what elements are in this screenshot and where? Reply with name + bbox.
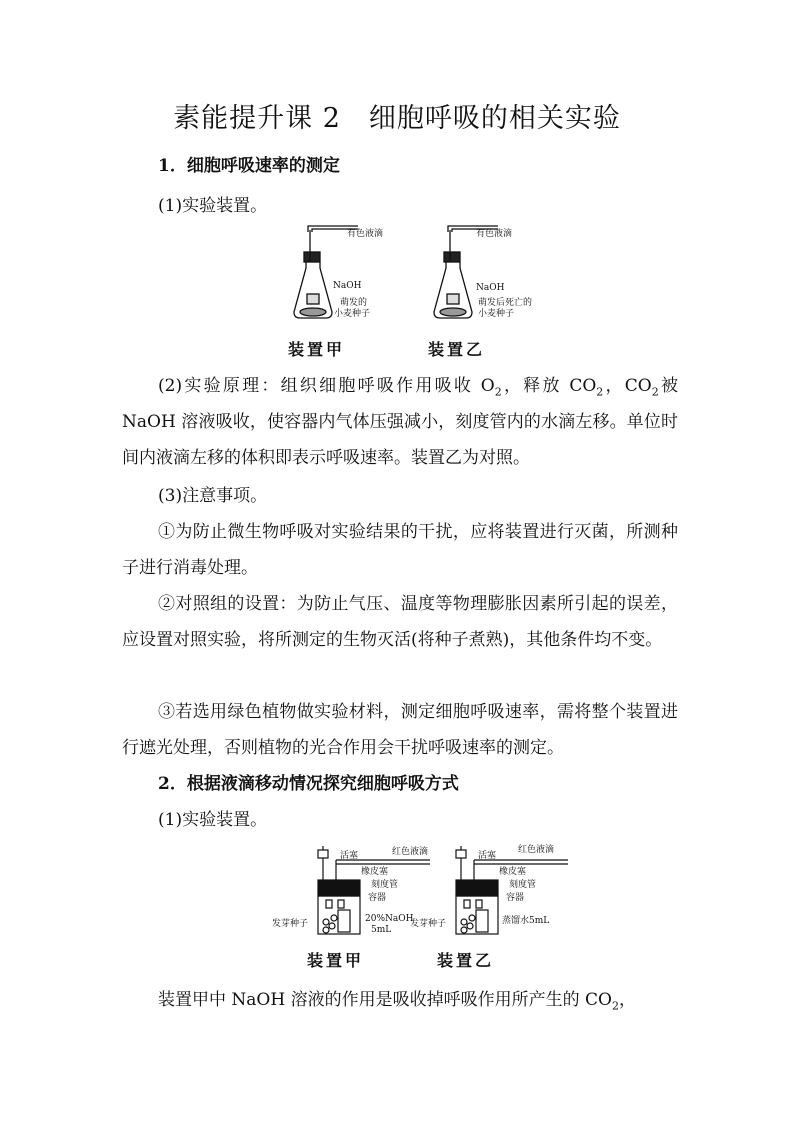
- page-title: 素能提升课 2 细胞呼吸的相关实验: [173, 103, 621, 134]
- fig2-a-seeds-label: 发芽种子: [272, 919, 309, 929]
- fig2-b-seeds-label: 发芽种子: [410, 919, 447, 929]
- fig1-b-seed-label-1: 萌发后死亡的: [478, 298, 533, 308]
- fig2-a-solution-label-2: 5mL: [371, 925, 392, 935]
- note-2: ②对照组的设置：为防止气压、温度等物理膨胀因素所引起的误差，应设置对照实验，将所测定的生物灭活(将种子煮熟)，其他条件均不变。: [122, 594, 678, 650]
- fig1-a-droplet-label: 有色液滴: [347, 229, 384, 239]
- fig2-caption-a: 装置甲: [307, 951, 365, 970]
- fig2-b-stopper-label: 橡皮塞: [499, 867, 527, 877]
- fig1-a-naoh-label: NaOH: [333, 281, 362, 291]
- note-3: ③若选用绿色植物做实验材料，测定细胞呼吸速率，需将整个装置进行遮光处理，否则植物的光合作用会干扰呼吸速率的测定。: [122, 702, 678, 758]
- fig1-a-seed-label-2: 小麦种子: [334, 309, 371, 319]
- section-2-sub-1: (1)实验装置。: [158, 810, 268, 830]
- closing-paragraph: 装置甲中 NaOH 溶液的作用是吸收掉呼吸作用所产生的 $CO_2$，: [158, 990, 636, 1013]
- fig1-b-naoh-label: NaOH: [476, 283, 505, 293]
- fig1-b-droplet-label: 有色液滴: [476, 229, 513, 239]
- fig2-a-solution-label-1: 20%NaOH: [365, 914, 414, 924]
- fig2-b-droplet-label: 红色液滴: [518, 845, 555, 855]
- section-1-sub-1: (1)实验装置。: [158, 196, 268, 216]
- section-2-heading: 2．根据液滴移动情况探究细胞呼吸方式: [158, 774, 459, 794]
- fig2-b-container-label: 容器: [506, 893, 525, 903]
- principle-paragraph: (2)实验原理：组织细胞呼吸作用吸收 $O_2$，释放 $CO_2$，$CO_2$被 NaOH 溶液吸收，使容器内气体压强减小，刻度管内的水滴左移。单位时间内液滴左移的体积即表示呼吸速率。装置乙为对照。: [122, 376, 679, 468]
- fig1-caption-b: 装置乙: [428, 340, 486, 359]
- fig2-b-tube-label: 刻度管: [509, 880, 537, 890]
- section-1-heading: 1．细胞呼吸速率的测定: [158, 156, 340, 176]
- fig1-b-seed-label-2: 小麦种子: [478, 309, 515, 319]
- note-1: ①为防止微生物呼吸对实验结果的干扰，应将装置进行灭菌，所测种子进行消毒处理。: [122, 522, 678, 578]
- fig2-a-stopper-label: 橡皮塞: [361, 867, 389, 877]
- fig2-a-tube-label: 刻度管: [371, 880, 399, 890]
- fig2-b-water-label: 蒸馏水5mL: [502, 916, 550, 926]
- fig1-caption-a: 装置甲: [288, 340, 346, 359]
- fig2-a-valve-label: 活塞: [340, 851, 359, 861]
- notes-heading: (3)注意事项。: [158, 486, 268, 506]
- fig2-a-droplet-label: 红色液滴: [392, 847, 429, 857]
- fig2-a-container-label: 容器: [368, 893, 387, 903]
- fig2-caption-b: 装置乙: [437, 951, 495, 970]
- fig2-b-valve-label: 活塞: [478, 851, 497, 861]
- fig1-a-seed-label-1: 萌发的: [340, 298, 368, 308]
